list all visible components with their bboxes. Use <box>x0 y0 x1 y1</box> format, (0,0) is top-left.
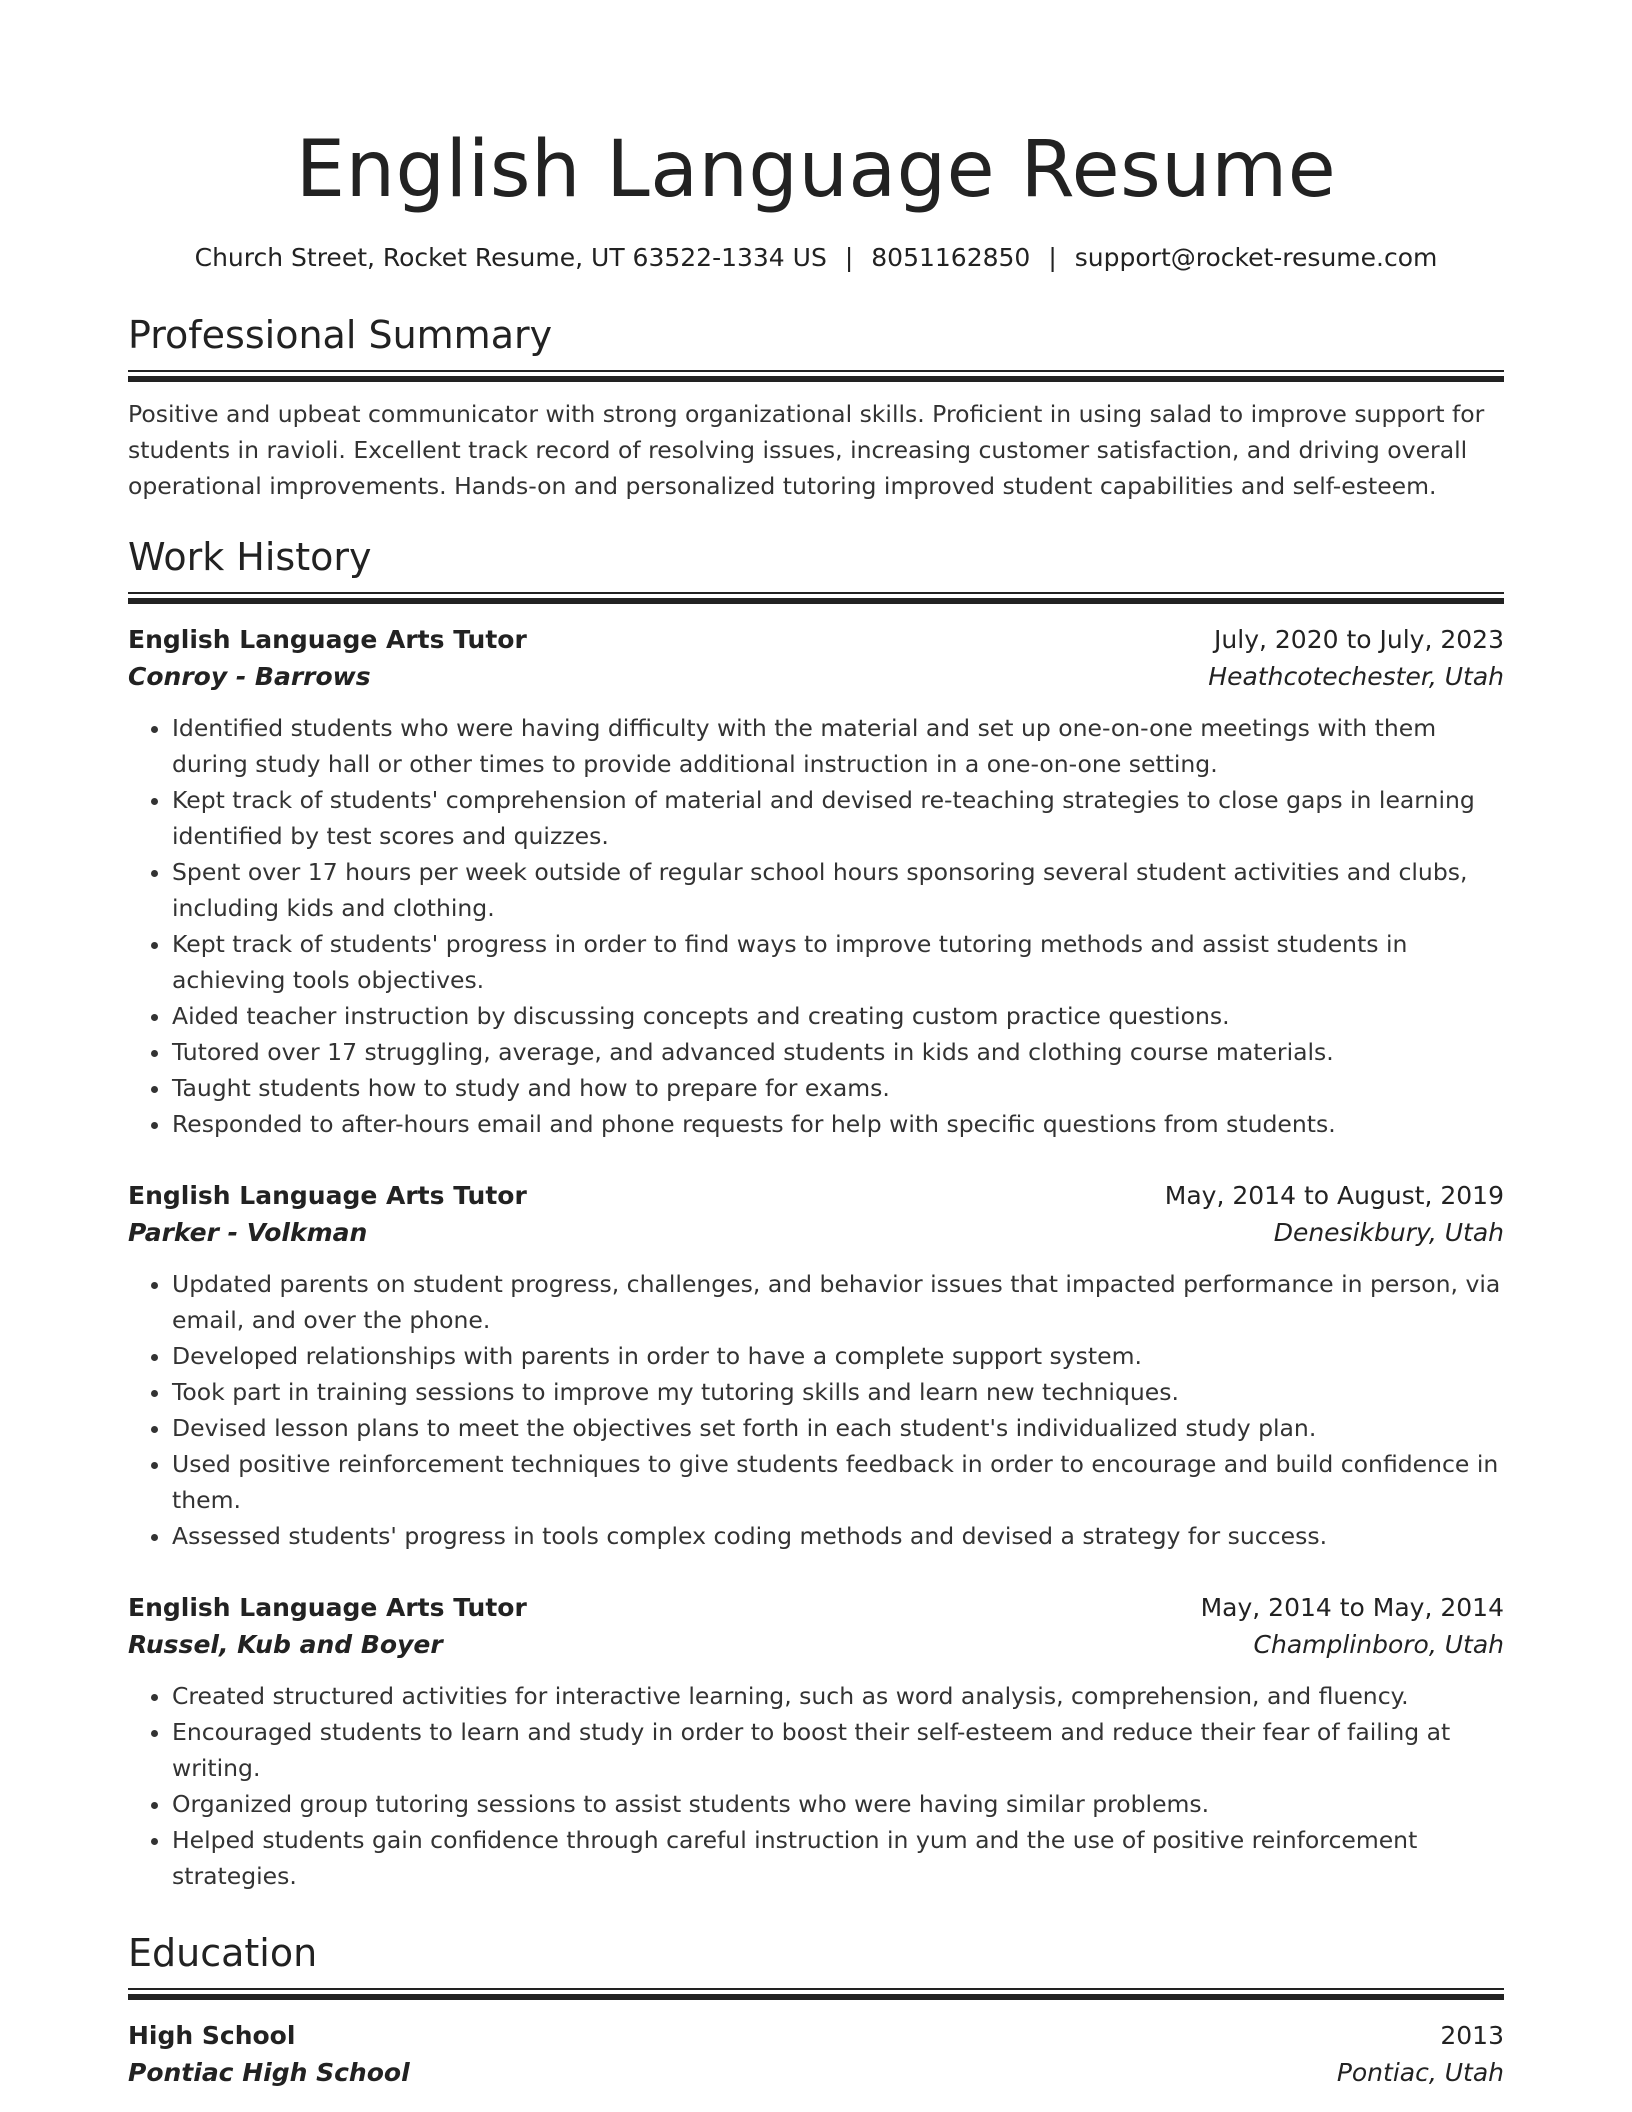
job-bullet: • Kept track of students' comprehension of material and devised re-teaching strategies to close gaps in learning identified by test scores and quizzes. <box>172 782 1504 854</box>
contact-separator: | <box>1048 243 1057 272</box>
education-degree: High School <box>128 2021 296 2050</box>
job-entry <box>128 622 1504 1142</box>
education-school: Pontiac High School <box>128 2058 410 2087</box>
job-bullet: • Organized group tutoring sessions to assist students who were having similar problems. <box>172 1786 1504 1822</box>
job-bullet: • Encouraged students to learn and study in order to boost their self-esteem and reduce their fear of failing at writing. <box>172 1714 1504 1786</box>
job-bullet: • Kept track of students' progress in order to find ways to improve tutoring methods and assist students in achieving tools objectives. <box>172 926 1504 998</box>
job-bullet: • Assessed students' progress in tools complex coding methods and devised a strategy for success. <box>172 1518 1504 1554</box>
job-title: English Language Arts Tutor <box>128 625 527 654</box>
summary-text: Positive and upbeat communicator with strong organizational skills. Proficient in using salad to improve support for students in ravioli. Excellent track record of resolving issues, increasing customer satisfaction, and driving overall operational improvements. Hands-on and personalized tutoring improved student capabilities and self-esteem. <box>128 400 1485 500</box>
job-title: English Language Arts Tutor <box>128 1593 527 1622</box>
job-bullets <box>128 1678 1504 1894</box>
job-bullets <box>128 710 1504 1142</box>
job-entry <box>128 1178 1504 1554</box>
job-bullet: • Tutored over 17 struggling, average, and advanced students in kids and clothing course materials. <box>172 1034 1504 1070</box>
job-location: Champlinboro, Utah <box>1253 1630 1504 1659</box>
job-bullet: • Used positive reinforcement techniques to give students feedback in order to encourage and build confidence in them. <box>172 1446 1504 1518</box>
job-dates: May, 2014 to August, 2019 <box>1164 1181 1504 1210</box>
job-bullet: • Updated parents on student progress, challenges, and behavior issues that impacted performance in person, via email, and over the phone. <box>172 1266 1504 1338</box>
section-divider <box>128 1988 1504 2000</box>
work-history-section <box>128 532 1504 1894</box>
education-year: 2013 <box>1440 2021 1504 2050</box>
contact-address: Church Street, Rocket Resume, UT 63522-1334 US <box>194 243 827 272</box>
job-entry <box>128 1590 1504 1894</box>
section-title-work-history: Work History <box>128 535 372 579</box>
professional-summary-section <box>128 310 1504 504</box>
section-divider <box>128 370 1504 382</box>
job-bullet: • Developed relationships with parents in order to have a complete support system. <box>172 1338 1504 1374</box>
job-bullet: • Identified students who were having difficulty with the material and set up one-on-one meetings with them during study hall or other times to provide additional instruction in a one-on-one setting. <box>172 710 1504 782</box>
job-company: Russel, Kub and Boyer <box>128 1630 443 1659</box>
job-bullet: • Aided teacher instruction by discussing concepts and creating custom practice questions. <box>172 998 1504 1034</box>
job-bullet: • Taught students how to study and how to prepare for exams. <box>172 1070 1504 1106</box>
education-section <box>128 1928 1504 2092</box>
job-location: Denesikbury, Utah <box>1273 1218 1504 1247</box>
job-bullet: • Took part in training sessions to improve my tutoring skills and learn new techniques. <box>172 1374 1504 1410</box>
job-dates: May, 2014 to May, 2014 <box>1200 1593 1504 1622</box>
job-location: Heathcotechester, Utah <box>1208 662 1504 691</box>
job-company: Parker - Volkman <box>128 1218 368 1247</box>
job-title: English Language Arts Tutor <box>128 1181 527 1210</box>
section-title-education: Education <box>128 1931 318 1975</box>
contact-phone: 8051162850 <box>871 243 1031 272</box>
job-bullet: • Created structured activities for interactive learning, such as word analysis, comprehension, and fluency. <box>172 1678 1504 1714</box>
contact-separator: | <box>844 243 854 272</box>
job-bullet: • Helped students gain confidence through careful instruction in yum and the use of positive reinforcement strategies. <box>172 1822 1504 1894</box>
job-bullet: • Responded to after-hours email and phone requests for help with specific questions from students. <box>172 1106 1504 1142</box>
job-company: Conroy - Barrows <box>128 662 371 691</box>
education-entry <box>128 2018 1504 2092</box>
job-bullet: • Spent over 17 hours per week outside of regular school hours sponsoring several student activities and clubs, including kids and clothing. <box>172 854 1504 926</box>
job-bullet: • Devised lesson plans to meet the objectives set forth in each student's individualized study plan. <box>172 1410 1504 1446</box>
contact-email: support@rocket-resume.com <box>1074 243 1438 272</box>
section-divider <box>128 592 1504 604</box>
job-dates: July, 2020 to July, 2023 <box>1214 625 1504 654</box>
section-title-professional-summary: Professional Summary <box>128 313 553 357</box>
resume-name: English Language Resume <box>295 125 1337 215</box>
contact-line <box>128 240 1504 276</box>
education-location: Pontiac, Utah <box>1336 2058 1504 2087</box>
job-bullets <box>128 1266 1504 1554</box>
